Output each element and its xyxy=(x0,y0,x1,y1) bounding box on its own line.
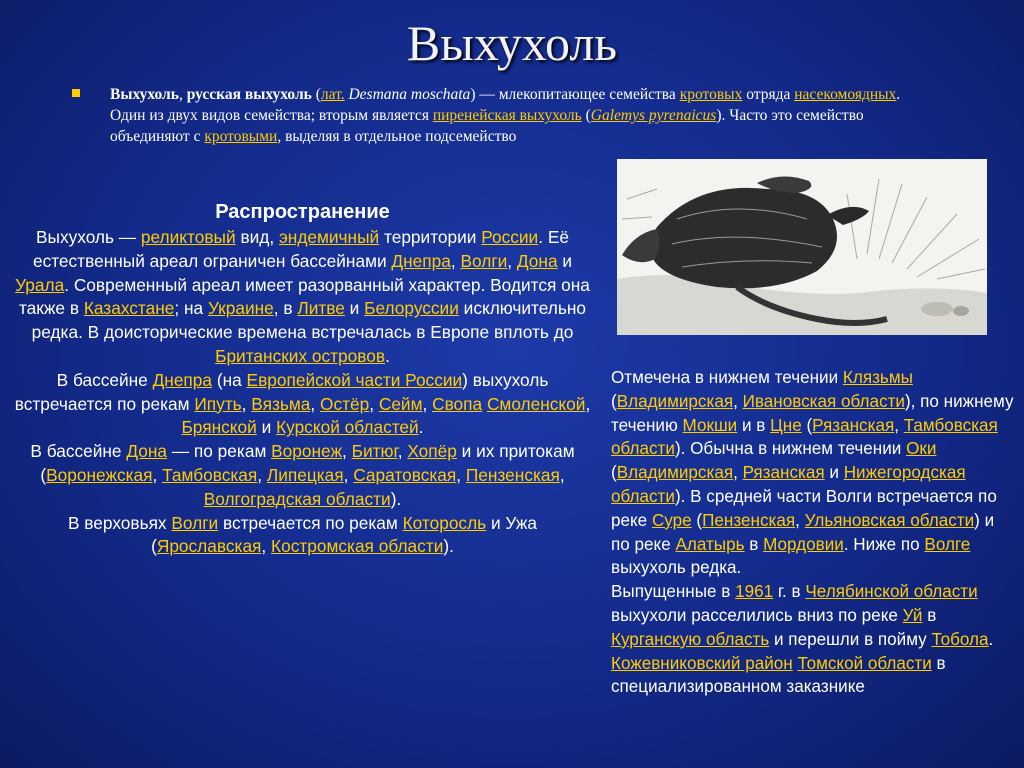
text: и xyxy=(557,250,573,271)
link[interactable]: Остёр xyxy=(320,393,370,414)
text: ). Часто это семейство объединяют с xyxy=(110,107,864,145)
text: и их притокам ( xyxy=(40,441,575,485)
text: , xyxy=(559,464,565,485)
link[interactable]: Европейской части России xyxy=(246,369,463,390)
link[interactable]: Ивановская области xyxy=(742,391,905,411)
text: . Её естественный ареал ограничен бассейнами xyxy=(32,227,569,271)
link[interactable]: Урала xyxy=(15,274,65,295)
link[interactable]: Вязьма xyxy=(251,393,311,414)
link[interactable]: Воронеж xyxy=(271,441,343,462)
link[interactable]: Сейм xyxy=(378,393,423,414)
additional-range-section xyxy=(611,366,1016,699)
text: встречается по рекам xyxy=(218,512,403,533)
text: , xyxy=(343,464,354,485)
text: отряда xyxy=(742,86,795,103)
text: , xyxy=(422,393,433,414)
link[interactable]: Курганскую область xyxy=(611,629,770,649)
text: — по рекам xyxy=(167,441,272,462)
text: ). В средней части Волги встречается по реке xyxy=(611,486,997,530)
text: и перешли в пойму xyxy=(769,629,932,649)
link[interactable]: Нижегородская области xyxy=(611,463,966,506)
text: , xyxy=(397,441,408,462)
link[interactable]: Владимирская xyxy=(616,463,734,483)
link[interactable]: Брянской xyxy=(181,417,257,438)
link[interactable]: пиренейская выхухоль xyxy=(432,107,582,124)
text: и xyxy=(344,298,365,319)
link[interactable]: России xyxy=(481,227,539,247)
link[interactable]: Британских островов xyxy=(215,345,386,366)
text: , xyxy=(342,441,352,462)
link[interactable]: Смоленской xyxy=(486,393,586,414)
link[interactable]: лат. xyxy=(320,86,345,103)
text: в специализированном заказнике xyxy=(611,653,946,697)
link[interactable]: Уй xyxy=(902,605,923,625)
text: , xyxy=(894,415,904,435)
bullet-icon xyxy=(72,89,80,97)
link[interactable]: Литве xyxy=(297,298,345,319)
text: ). xyxy=(390,488,402,509)
link[interactable]: Липецкая xyxy=(266,464,344,485)
text: , выделяя в отдельное подсемейство xyxy=(277,128,517,145)
text: в xyxy=(922,605,937,625)
link[interactable]: Пензенская xyxy=(465,464,560,485)
text: , xyxy=(369,393,379,414)
link[interactable]: Ипуть xyxy=(194,393,242,414)
text: , xyxy=(456,464,466,485)
slide-title: Выхухоль xyxy=(406,15,618,71)
link[interactable]: кротовыми xyxy=(204,128,278,145)
text: вид, xyxy=(235,227,279,247)
link[interactable]: Тобола xyxy=(931,629,989,649)
link[interactable]: Свопа xyxy=(432,393,483,414)
term: Выхухоль xyxy=(110,86,179,103)
text: , xyxy=(733,391,743,411)
text: Выпущенные в xyxy=(611,582,736,602)
link[interactable]: Рязанская xyxy=(812,415,895,435)
link[interactable]: 1961 xyxy=(735,582,774,602)
text: ( xyxy=(611,463,617,483)
text: , xyxy=(257,464,267,485)
text: , xyxy=(507,250,517,271)
link[interactable]: Волгоградская области xyxy=(203,488,391,509)
link[interactable]: Алатырь xyxy=(675,534,745,554)
link[interactable]: Владимирская xyxy=(616,391,734,411)
link[interactable]: Которосль xyxy=(402,512,487,533)
text: . Один из двух видов семейства; вторым является xyxy=(110,86,901,124)
text: ( xyxy=(311,86,321,103)
text: ), по нижнему течению xyxy=(611,391,1014,435)
text: выхухоли расселились вниз по реке xyxy=(611,605,903,625)
text: В бассейне xyxy=(56,369,153,390)
text: ( xyxy=(581,107,591,124)
link[interactable]: Тамбовская области xyxy=(611,415,998,459)
text: ( xyxy=(611,391,617,411)
distribution-section xyxy=(10,198,595,559)
link[interactable]: Томской области xyxy=(797,653,932,673)
text: , xyxy=(733,463,743,483)
text: в xyxy=(744,534,764,554)
link[interactable]: Кожевниковский район xyxy=(611,653,793,673)
link[interactable]: Хопёр xyxy=(407,441,457,462)
text: ) и по реке xyxy=(611,510,995,554)
text: , xyxy=(795,510,805,530)
link[interactable]: Мокши xyxy=(682,415,738,435)
link[interactable]: Битюг xyxy=(351,441,398,462)
text: ) — млекопитающее семейства xyxy=(470,86,680,103)
link[interactable]: Украине xyxy=(207,298,274,319)
link[interactable]: эндемичный xyxy=(278,227,380,247)
text: , в xyxy=(273,298,298,319)
link[interactable]: Костромская области xyxy=(271,536,444,557)
text: ) выхухоль встречается по рекам xyxy=(14,369,549,414)
link[interactable]: Саратовская xyxy=(353,464,457,485)
text: и xyxy=(824,463,844,483)
text: и xyxy=(256,417,277,438)
link[interactable]: реликтовый xyxy=(140,227,236,247)
link[interactable]: Ярославская xyxy=(156,536,262,557)
link[interactable]: Челябинской области xyxy=(805,582,978,602)
link[interactable]: Рязанская xyxy=(742,463,825,483)
link[interactable]: Белоруссии xyxy=(364,298,459,319)
text: исключительно редка. В доисторические времена встречалась в Европе вплоть до xyxy=(31,298,587,343)
link[interactable]: Тамбовская xyxy=(162,464,258,485)
link[interactable]: Воронежская xyxy=(46,464,153,485)
link[interactable]: Оки xyxy=(906,439,937,459)
link[interactable]: Днепра xyxy=(391,250,451,271)
text: , xyxy=(241,393,252,414)
link[interactable]: Клязьмы xyxy=(842,368,913,387)
link[interactable]: Казахстане xyxy=(83,298,175,319)
text: . Современный ареал имеет разорванный характер. Водится она также в xyxy=(18,274,590,319)
text: и Ужа ( xyxy=(151,512,538,557)
text: (на xyxy=(212,369,247,390)
link[interactable]: Мордовии xyxy=(763,534,844,554)
text: В верховьях xyxy=(67,512,172,533)
link[interactable]: Цне xyxy=(770,415,802,435)
text: В бассейне xyxy=(30,441,127,462)
link[interactable]: Волги xyxy=(171,512,219,533)
text: , xyxy=(585,393,591,414)
link[interactable]: насекомоядных xyxy=(794,86,897,103)
text: ( xyxy=(691,510,703,530)
text: г. в xyxy=(773,582,806,602)
desman-image xyxy=(617,159,987,335)
link[interactable]: Дона xyxy=(126,441,168,462)
text: и в xyxy=(737,415,771,435)
text: Отмечена в нижнем течении xyxy=(611,368,843,387)
desman-illustration-icon xyxy=(617,159,987,335)
text: выхухоль редка. xyxy=(611,558,742,578)
text: , xyxy=(450,250,461,271)
link[interactable]: Суре xyxy=(651,510,692,530)
link[interactable]: Пензенская xyxy=(702,510,796,530)
intro-text xyxy=(110,84,930,147)
text: . Ниже по xyxy=(843,534,925,554)
text: территории xyxy=(379,227,482,247)
text: . xyxy=(418,417,424,438)
link[interactable]: Ульяновская области xyxy=(804,510,975,530)
link[interactable]: Волги xyxy=(460,250,508,271)
text: , xyxy=(261,536,272,557)
link[interactable]: Днепра xyxy=(152,369,213,390)
text: Выхухоль — xyxy=(36,227,141,247)
link[interactable]: Волге xyxy=(924,534,971,554)
text: . xyxy=(988,629,994,649)
text: , xyxy=(310,393,320,414)
link[interactable]: Дона xyxy=(516,250,558,271)
link[interactable]: кротовых xyxy=(679,86,743,103)
text: ; на xyxy=(174,298,208,319)
text: ( xyxy=(801,415,813,435)
link[interactable]: Galemys pyrenaicus xyxy=(590,107,717,124)
section-heading: Распространение xyxy=(215,201,390,223)
latin-name: Desmana moschata xyxy=(344,86,471,103)
text: ). xyxy=(443,536,454,557)
text: , xyxy=(152,464,163,485)
link[interactable]: Курской областей xyxy=(276,417,419,438)
term: русская выхухоль xyxy=(186,86,312,103)
text: . xyxy=(385,345,390,366)
text: ). Обычна в нижнем течении xyxy=(674,439,907,459)
text: , xyxy=(178,86,187,103)
